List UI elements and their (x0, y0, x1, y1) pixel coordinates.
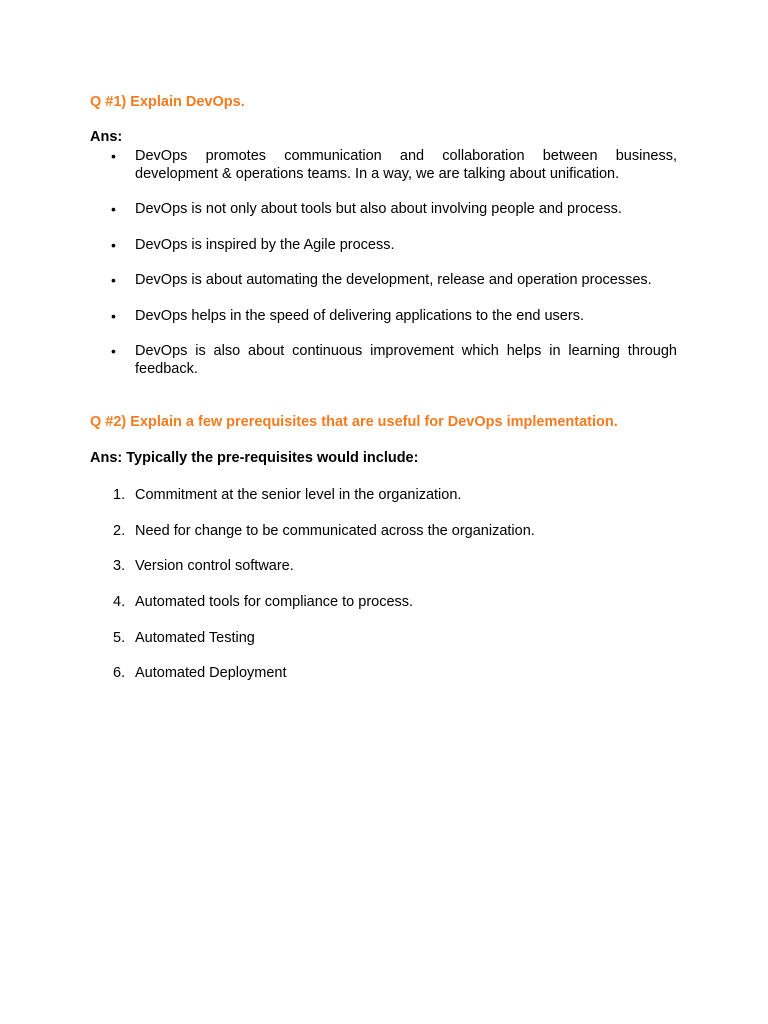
bullet-text: DevOps is inspired by the Agile process. (135, 237, 395, 253)
bullet-icon: • (111, 308, 116, 324)
list-item-text: Automated Deployment (135, 665, 287, 681)
bullet-text: DevOps helps in the speed of delivering applications to the end users. (135, 308, 584, 324)
bullet-icon: • (111, 148, 116, 164)
list-number: 1. (113, 487, 126, 503)
list-item-text: Commitment at the senior level in the organization. (135, 487, 462, 503)
list-item-text: Automated Testing (135, 630, 255, 646)
list-item-text: Version control software. (135, 558, 294, 574)
list-number: 2. (113, 523, 126, 539)
answer-1-label: Ans: (90, 129, 123, 145)
list-number: 4. (113, 594, 126, 610)
question-2-heading: Q #2) Explain a few prerequisites that are useful for DevOps implementation. (90, 414, 618, 430)
list-item-text: Need for change to be communicated across the organization. (135, 523, 535, 539)
list-number: 6. (113, 665, 126, 681)
bullet-icon: • (111, 272, 116, 288)
bullet-icon: • (111, 237, 116, 253)
list-number: 5. (113, 630, 126, 646)
bullet-text: DevOps is also about continuous improvement which helps in learning through feedback. (135, 343, 677, 377)
list-item-text: Automated tools for compliance to process. (135, 594, 414, 610)
bullet-text: DevOps promotes communication and collaboration between business, development & operations teams. In a way, we are talking about unification. (135, 148, 677, 182)
bullet-icon: • (111, 201, 116, 217)
answer-2-label: Ans: Typically the pre-requisites would include: (90, 450, 419, 466)
list-number: 3. (113, 558, 126, 574)
bullet-text: DevOps is about automating the development, release and operation processes. (135, 272, 652, 288)
bullet-icon: • (111, 343, 116, 359)
question-1-heading: Q #1) Explain DevOps. (90, 94, 245, 110)
bullet-text: DevOps is not only about tools but also about involving people and process. (135, 201, 622, 217)
